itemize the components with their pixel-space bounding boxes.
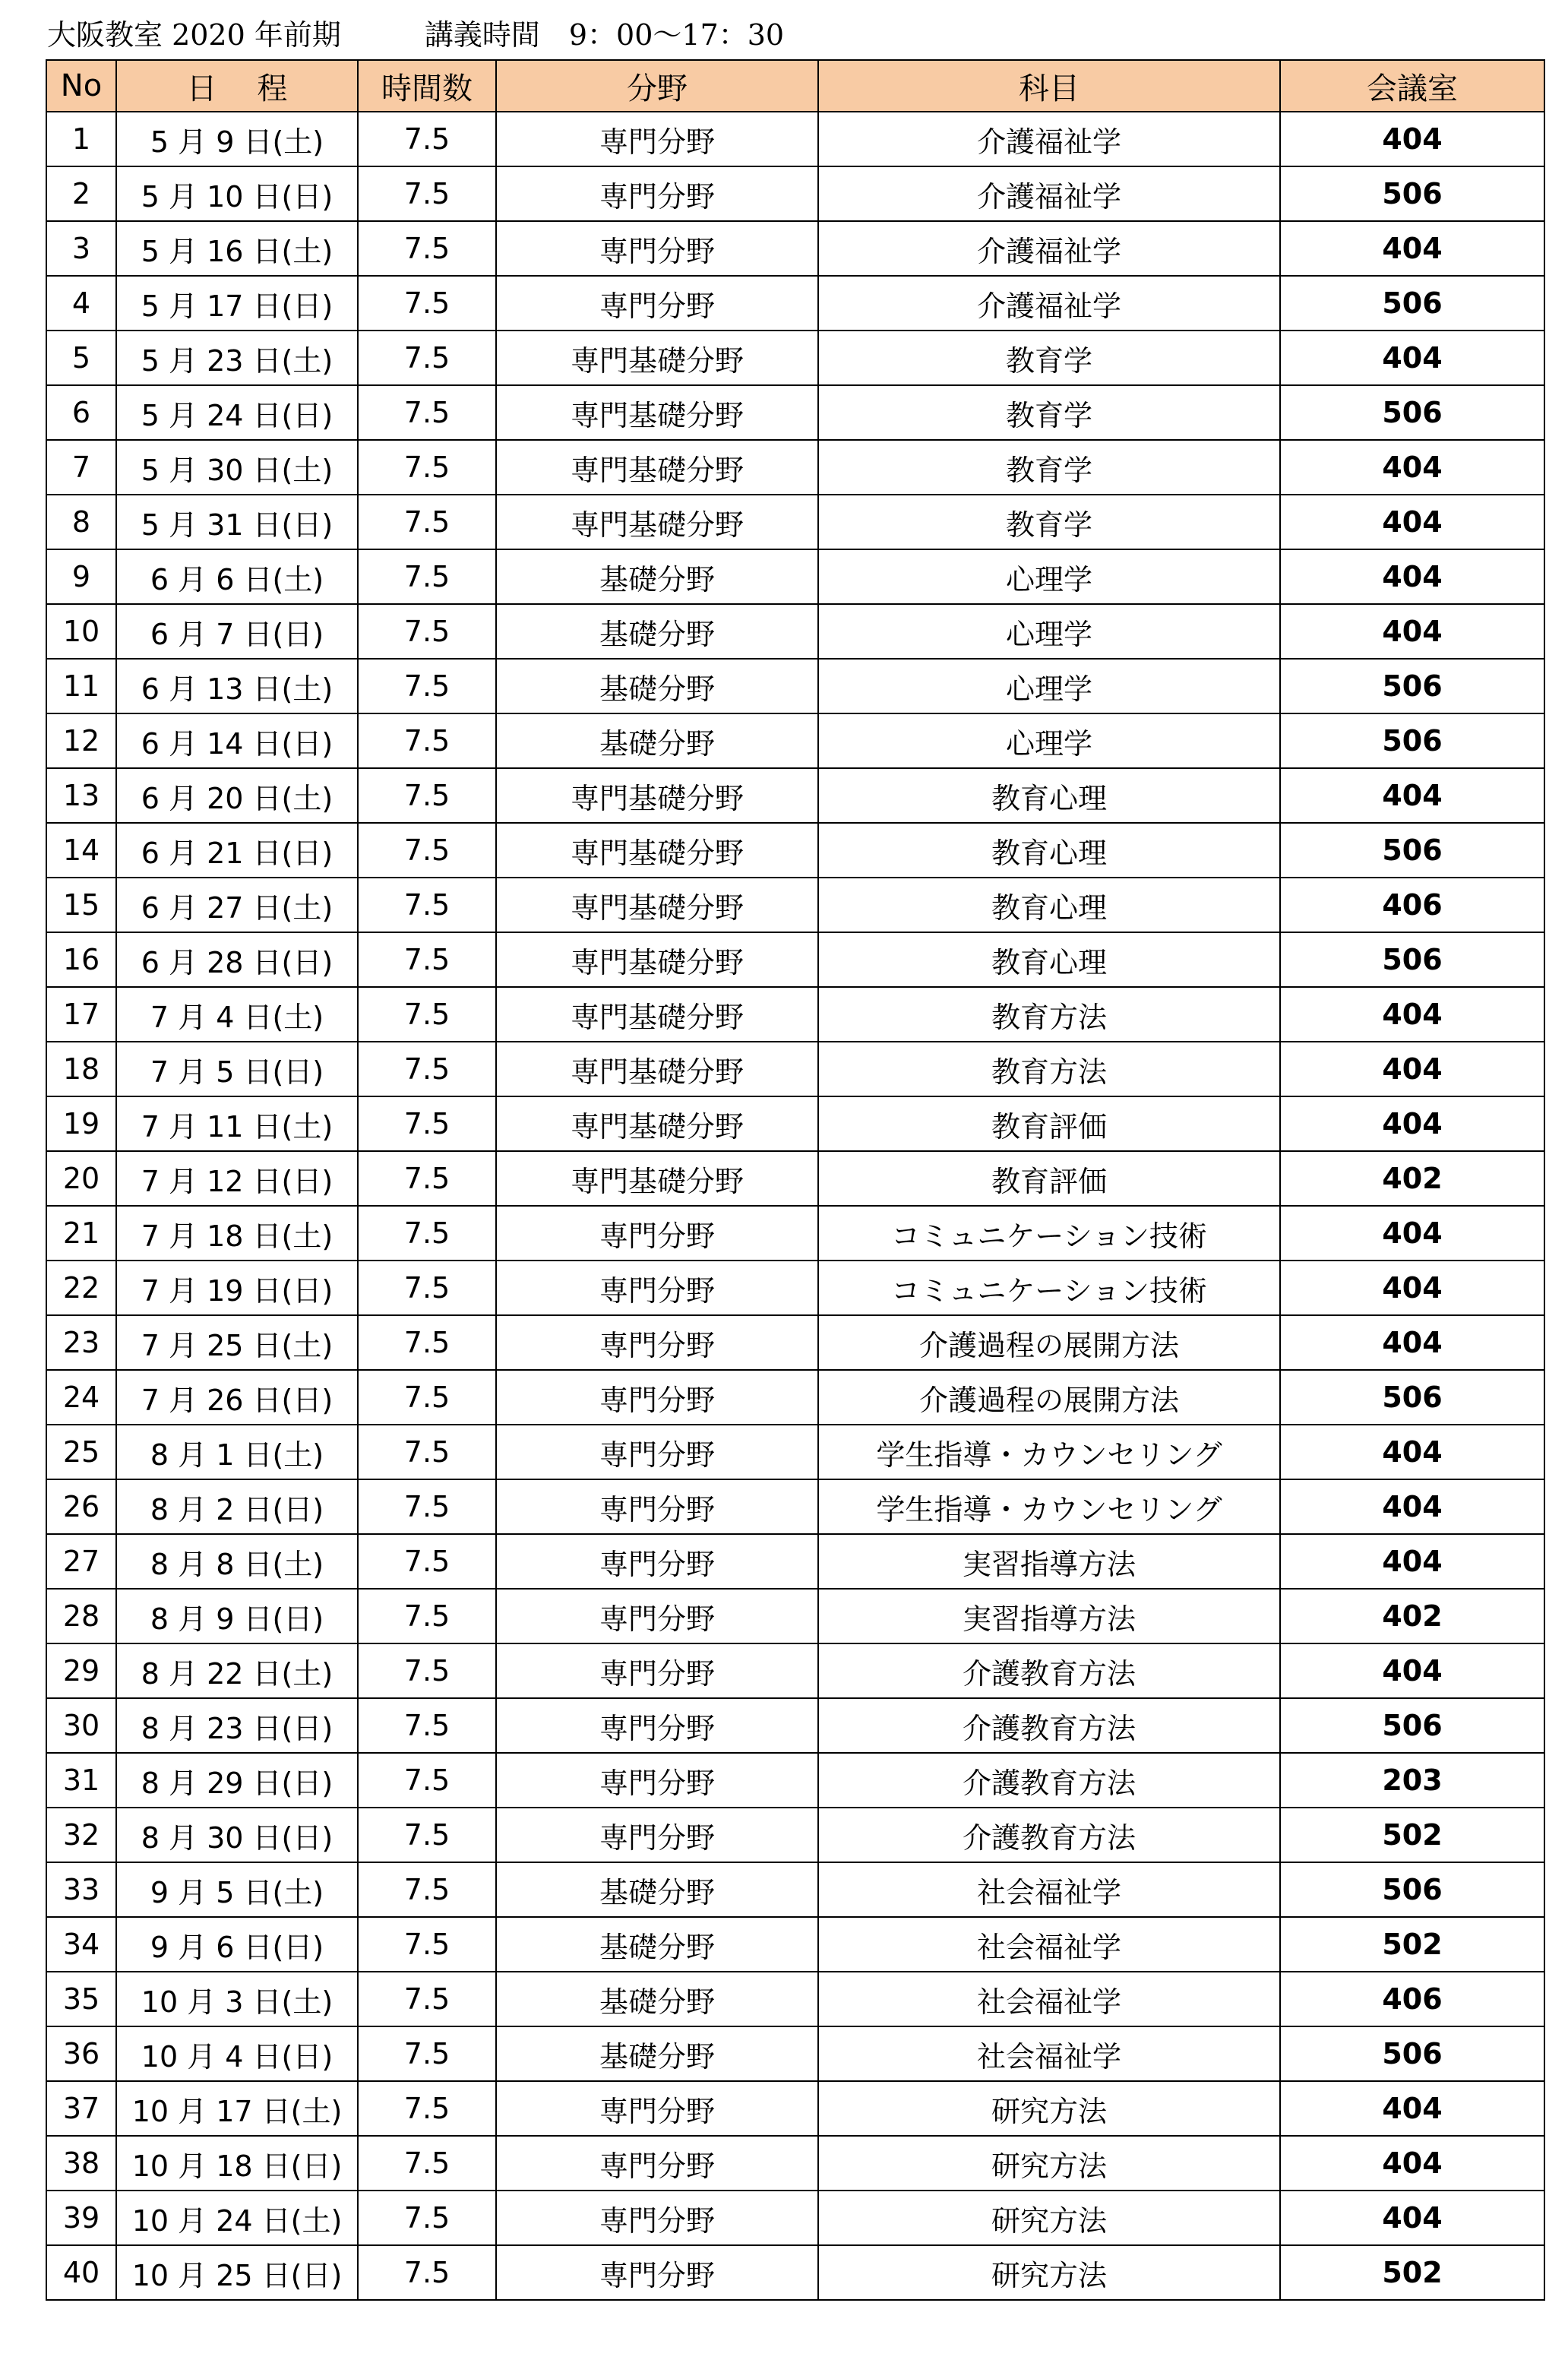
cell-no: 2 [46, 166, 116, 221]
cell-no: 24 [46, 1370, 116, 1425]
table-row [46, 932, 1544, 987]
cell-no: 11 [46, 659, 116, 713]
cell-hours: 7.5 [358, 1479, 496, 1534]
cell-no: 18 [46, 1042, 116, 1096]
cell-date: 7 月 11 日(土) [116, 1096, 358, 1151]
table-row [46, 1315, 1544, 1370]
cell-room: 404 [1280, 1534, 1544, 1589]
cell-field: 専門分野 [496, 2245, 818, 2300]
col-header-subject: 科目 [818, 60, 1280, 112]
cell-date: 5 月 17 日(日) [116, 276, 358, 331]
cell-no: 7 [46, 440, 116, 495]
cell-room: 506 [1280, 385, 1544, 440]
cell-hours: 7.5 [358, 1808, 496, 1862]
cell-no: 5 [46, 331, 116, 385]
cell-no: 1 [46, 112, 116, 166]
cell-date: 6 月 14 日(日) [116, 713, 358, 768]
cell-date: 10 月 25 日(日) [116, 2245, 358, 2300]
table-row [46, 659, 1544, 713]
cell-hours: 7.5 [358, 604, 496, 659]
table-row [46, 1917, 1544, 1972]
cell-date: 5 月 9 日(土) [116, 112, 358, 166]
cell-field: 専門分野 [496, 166, 818, 221]
cell-subject: 介護教育方法 [818, 1643, 1280, 1698]
cell-subject: 介護過程の展開方法 [818, 1315, 1280, 1370]
cell-subject: 学生指導・カウンセリング [818, 1425, 1280, 1479]
cell-room: 404 [1280, 440, 1544, 495]
cell-subject: 教育学 [818, 331, 1280, 385]
table-row [46, 1096, 1544, 1151]
cell-room: 406 [1280, 1972, 1544, 2026]
cell-no: 29 [46, 1643, 116, 1698]
cell-field: 専門基礎分野 [496, 385, 818, 440]
cell-hours: 7.5 [358, 549, 496, 604]
cell-field: 専門分野 [496, 1643, 818, 1698]
cell-no: 38 [46, 2136, 116, 2191]
cell-room: 404 [1280, 768, 1544, 823]
cell-subject: 教育方法 [818, 1042, 1280, 1096]
cell-subject: 社会福祉学 [818, 1862, 1280, 1917]
cell-field: 専門分野 [496, 1698, 818, 1753]
table-row [46, 2245, 1544, 2300]
cell-field: 基礎分野 [496, 1862, 818, 1917]
cell-subject: 心理学 [818, 549, 1280, 604]
table-row [46, 276, 1544, 331]
cell-subject: 介護教育方法 [818, 1808, 1280, 1862]
cell-hours: 7.5 [358, 1261, 496, 1315]
cell-date: 6 月 28 日(日) [116, 932, 358, 987]
cell-field: 専門基礎分野 [496, 331, 818, 385]
cell-hours: 7.5 [358, 276, 496, 331]
cell-hours: 7.5 [358, 1315, 496, 1370]
cell-room: 506 [1280, 166, 1544, 221]
cell-subject: 研究方法 [818, 2136, 1280, 2191]
cell-room: 506 [1280, 932, 1544, 987]
cell-date: 5 月 30 日(土) [116, 440, 358, 495]
cell-subject: 教育評価 [818, 1096, 1280, 1151]
table-row [46, 1370, 1544, 1425]
cell-no: 17 [46, 987, 116, 1042]
table-row [46, 1151, 1544, 1206]
table-row [46, 495, 1544, 549]
cell-date: 5 月 10 日(日) [116, 166, 358, 221]
table-row [46, 1479, 1544, 1534]
cell-subject: コミュニケーション技術 [818, 1206, 1280, 1261]
table-row [46, 987, 1544, 1042]
table-row [46, 1042, 1544, 1096]
cell-field: 専門分野 [496, 1370, 818, 1425]
cell-hours: 7.5 [358, 1206, 496, 1261]
cell-no: 26 [46, 1479, 116, 1534]
cell-field: 専門分野 [496, 1534, 818, 1589]
cell-date: 9 月 6 日(日) [116, 1917, 358, 1972]
cell-room: 404 [1280, 1643, 1544, 1698]
col-header-hours: 時間数 [358, 60, 496, 112]
cell-hours: 7.5 [358, 659, 496, 713]
cell-no: 34 [46, 1917, 116, 1972]
cell-hours: 7.5 [358, 2026, 496, 2081]
cell-subject: 心理学 [818, 659, 1280, 713]
table-row [46, 1972, 1544, 2026]
cell-hours: 7.5 [358, 987, 496, 1042]
cell-room: 506 [1280, 2026, 1544, 2081]
cell-date: 7 月 25 日(土) [116, 1315, 358, 1370]
cell-room: 404 [1280, 495, 1544, 549]
cell-room: 406 [1280, 878, 1544, 932]
cell-room: 404 [1280, 112, 1544, 166]
cell-no: 13 [46, 768, 116, 823]
cell-room: 404 [1280, 1042, 1544, 1096]
table-row [46, 2191, 1544, 2245]
cell-no: 27 [46, 1534, 116, 1589]
table-row [46, 1425, 1544, 1479]
table-row [46, 112, 1544, 166]
cell-field: 基礎分野 [496, 659, 818, 713]
cell-field: 専門基礎分野 [496, 495, 818, 549]
cell-date: 7 月 5 日(日) [116, 1042, 358, 1096]
cell-date: 10 月 24 日(土) [116, 2191, 358, 2245]
table-row [46, 2136, 1544, 2191]
cell-room: 506 [1280, 713, 1544, 768]
cell-room: 404 [1280, 2191, 1544, 2245]
cell-date: 8 月 30 日(日) [116, 1808, 358, 1862]
cell-room: 404 [1280, 2081, 1544, 2136]
table-row [46, 1808, 1544, 1862]
table-row [46, 768, 1544, 823]
cell-no: 6 [46, 385, 116, 440]
cell-no: 32 [46, 1808, 116, 1862]
cell-date: 6 月 27 日(土) [116, 878, 358, 932]
cell-room: 404 [1280, 987, 1544, 1042]
cell-subject: 心理学 [818, 713, 1280, 768]
cell-field: 専門分野 [496, 112, 818, 166]
col-header-no: No [46, 60, 116, 112]
cell-subject: 教育心理 [818, 823, 1280, 878]
cell-hours: 7.5 [358, 331, 496, 385]
cell-field: 専門基礎分野 [496, 1042, 818, 1096]
col-header-field: 分野 [496, 60, 818, 112]
cell-room: 402 [1280, 1151, 1544, 1206]
cell-date: 6 月 6 日(土) [116, 549, 358, 604]
cell-hours: 7.5 [358, 440, 496, 495]
cell-hours: 7.5 [358, 878, 496, 932]
cell-subject: 教育評価 [818, 1151, 1280, 1206]
cell-no: 22 [46, 1261, 116, 1315]
table-row [46, 2026, 1544, 2081]
cell-field: 専門分野 [496, 1808, 818, 1862]
table-row [46, 221, 1544, 276]
cell-field: 基礎分野 [496, 713, 818, 768]
cell-no: 28 [46, 1589, 116, 1643]
cell-field: 専門分野 [496, 276, 818, 331]
cell-field: 専門分野 [496, 1315, 818, 1370]
cell-no: 33 [46, 1862, 116, 1917]
cell-hours: 7.5 [358, 1589, 496, 1643]
cell-room: 404 [1280, 1315, 1544, 1370]
cell-subject: 研究方法 [818, 2245, 1280, 2300]
cell-field: 専門基礎分野 [496, 823, 818, 878]
cell-date: 8 月 1 日(土) [116, 1425, 358, 1479]
cell-hours: 7.5 [358, 495, 496, 549]
cell-hours: 7.5 [358, 1698, 496, 1753]
cell-subject: 実習指導方法 [818, 1534, 1280, 1589]
cell-date: 10 月 18 日(日) [116, 2136, 358, 2191]
cell-hours: 7.5 [358, 221, 496, 276]
table-row [46, 1862, 1544, 1917]
cell-subject: 研究方法 [818, 2081, 1280, 2136]
cell-subject: コミュニケーション技術 [818, 1261, 1280, 1315]
cell-subject: 教育心理 [818, 768, 1280, 823]
cell-no: 4 [46, 276, 116, 331]
cell-field: 専門分野 [496, 1261, 818, 1315]
cell-no: 19 [46, 1096, 116, 1151]
cell-subject: 介護福祉学 [818, 276, 1280, 331]
cell-hours: 7.5 [358, 823, 496, 878]
cell-no: 12 [46, 713, 116, 768]
cell-field: 専門基礎分野 [496, 987, 818, 1042]
cell-date: 7 月 4 日(土) [116, 987, 358, 1042]
table-row [46, 331, 1544, 385]
cell-field: 専門分野 [496, 2136, 818, 2191]
cell-no: 23 [46, 1315, 116, 1370]
cell-hours: 7.5 [358, 1643, 496, 1698]
cell-hours: 7.5 [358, 1534, 496, 1589]
cell-field: 専門基礎分野 [496, 1096, 818, 1151]
cell-room: 506 [1280, 1370, 1544, 1425]
cell-room: 404 [1280, 1261, 1544, 1315]
cell-room: 404 [1280, 1425, 1544, 1479]
cell-field: 専門分野 [496, 2081, 818, 2136]
cell-subject: 社会福祉学 [818, 1972, 1280, 2026]
schedule-table [46, 59, 1545, 2301]
cell-hours: 7.5 [358, 2136, 496, 2191]
cell-date: 8 月 23 日(日) [116, 1698, 358, 1753]
table-row [46, 2081, 1544, 2136]
cell-no: 36 [46, 2026, 116, 2081]
cell-hours: 7.5 [358, 768, 496, 823]
cell-date: 8 月 2 日(日) [116, 1479, 358, 1534]
lecture-hours: 講義時間 9：00～17：30 [424, 18, 785, 52]
cell-date: 6 月 20 日(土) [116, 768, 358, 823]
cell-subject: 教育学 [818, 440, 1280, 495]
cell-no: 3 [46, 221, 116, 276]
table-row [46, 878, 1544, 932]
cell-room: 404 [1280, 221, 1544, 276]
cell-hours: 7.5 [358, 1972, 496, 2026]
cell-subject: 教育方法 [818, 987, 1280, 1042]
cell-no: 39 [46, 2191, 116, 2245]
cell-field: 基礎分野 [496, 1917, 818, 1972]
cell-subject: 心理学 [818, 604, 1280, 659]
cell-room: 506 [1280, 1862, 1544, 1917]
cell-subject: 研究方法 [818, 2191, 1280, 2245]
cell-subject: 教育心理 [818, 878, 1280, 932]
cell-field: 専門基礎分野 [496, 440, 818, 495]
table-row [46, 1753, 1544, 1808]
cell-room: 402 [1280, 1589, 1544, 1643]
cell-hours: 7.5 [358, 112, 496, 166]
cell-room: 506 [1280, 823, 1544, 878]
table-row [46, 1698, 1544, 1753]
cell-hours: 7.5 [358, 1425, 496, 1479]
cell-no: 40 [46, 2245, 116, 2300]
cell-room: 203 [1280, 1753, 1544, 1808]
cell-subject: 介護福祉学 [818, 112, 1280, 166]
cell-subject: 介護過程の展開方法 [818, 1370, 1280, 1425]
cell-date: 7 月 19 日(日) [116, 1261, 358, 1315]
cell-date: 7 月 12 日(日) [116, 1151, 358, 1206]
cell-no: 21 [46, 1206, 116, 1261]
cell-date: 10 月 17 日(土) [116, 2081, 358, 2136]
cell-field: 基礎分野 [496, 1972, 818, 2026]
cell-no: 30 [46, 1698, 116, 1753]
cell-hours: 7.5 [358, 385, 496, 440]
cell-no: 37 [46, 2081, 116, 2136]
cell-field: 専門基礎分野 [496, 878, 818, 932]
cell-room: 404 [1280, 1479, 1544, 1534]
cell-subject: 社会福祉学 [818, 2026, 1280, 2081]
table-row [46, 1643, 1544, 1698]
cell-hours: 7.5 [358, 166, 496, 221]
cell-room: 404 [1280, 1096, 1544, 1151]
cell-no: 9 [46, 549, 116, 604]
cell-subject: 介護教育方法 [818, 1698, 1280, 1753]
table-row [46, 385, 1544, 440]
cell-subject: 社会福祉学 [818, 1917, 1280, 1972]
cell-date: 5 月 31 日(日) [116, 495, 358, 549]
cell-room: 404 [1280, 331, 1544, 385]
cell-room: 502 [1280, 1917, 1544, 1972]
table-row [46, 166, 1544, 221]
cell-date: 8 月 29 日(日) [116, 1753, 358, 1808]
table-row [46, 1206, 1544, 1261]
cell-field: 専門基礎分野 [496, 768, 818, 823]
cell-no: 20 [46, 1151, 116, 1206]
cell-no: 15 [46, 878, 116, 932]
cell-no: 16 [46, 932, 116, 987]
cell-hours: 7.5 [358, 1917, 496, 1972]
table-row [46, 549, 1544, 604]
cell-field: 専門分野 [496, 1479, 818, 1534]
table-row [46, 604, 1544, 659]
cell-field: 専門分野 [496, 221, 818, 276]
cell-date: 6 月 7 日(日) [116, 604, 358, 659]
cell-hours: 7.5 [358, 1096, 496, 1151]
col-header-room: 会議室 [1280, 60, 1544, 112]
cell-date: 6 月 13 日(土) [116, 659, 358, 713]
cell-date: 8 月 8 日(土) [116, 1534, 358, 1589]
cell-subject: 学生指導・カウンセリング [818, 1479, 1280, 1534]
cell-hours: 7.5 [358, 932, 496, 987]
cell-field: 専門分野 [496, 1589, 818, 1643]
cell-room: 404 [1280, 2136, 1544, 2191]
cell-date: 9 月 5 日(土) [116, 1862, 358, 1917]
cell-date: 7 月 18 日(土) [116, 1206, 358, 1261]
table-row [46, 1261, 1544, 1315]
cell-hours: 7.5 [358, 1862, 496, 1917]
cell-hours: 7.5 [358, 2245, 496, 2300]
cell-field: 専門分野 [496, 1206, 818, 1261]
cell-room: 502 [1280, 2245, 1544, 2300]
cell-hours: 7.5 [358, 1042, 496, 1096]
cell-no: 8 [46, 495, 116, 549]
cell-no: 25 [46, 1425, 116, 1479]
cell-hours: 7.5 [358, 1151, 496, 1206]
cell-room: 506 [1280, 659, 1544, 713]
cell-room: 506 [1280, 276, 1544, 331]
cell-date: 10 月 3 日(土) [116, 1972, 358, 2026]
table-row [46, 1589, 1544, 1643]
table-row [46, 823, 1544, 878]
cell-date: 5 月 16 日(土) [116, 221, 358, 276]
cell-field: 基礎分野 [496, 604, 818, 659]
cell-room: 502 [1280, 1808, 1544, 1862]
cell-subject: 介護福祉学 [818, 166, 1280, 221]
col-header-date: 日 程 [116, 60, 358, 112]
cell-subject: 実習指導方法 [818, 1589, 1280, 1643]
cell-date: 10 月 4 日(日) [116, 2026, 358, 2081]
cell-field: 基礎分野 [496, 2026, 818, 2081]
cell-field: 専門基礎分野 [496, 932, 818, 987]
cell-field: 専門分野 [496, 1425, 818, 1479]
cell-field: 基礎分野 [496, 549, 818, 604]
cell-date: 8 月 22 日(土) [116, 1643, 358, 1698]
cell-hours: 7.5 [358, 713, 496, 768]
cell-field: 専門基礎分野 [496, 1151, 818, 1206]
cell-subject: 介護教育方法 [818, 1753, 1280, 1808]
cell-field: 専門分野 [496, 1753, 818, 1808]
cell-date: 8 月 9 日(日) [116, 1589, 358, 1643]
cell-date: 5 月 24 日(日) [116, 385, 358, 440]
cell-no: 14 [46, 823, 116, 878]
schedule-body [46, 112, 1544, 2300]
cell-no: 35 [46, 1972, 116, 2026]
cell-hours: 7.5 [358, 2191, 496, 2245]
title-text: 大阪教室 2020 年前期 [47, 18, 341, 52]
table-row [46, 440, 1544, 495]
header-row [46, 60, 1544, 112]
cell-no: 10 [46, 604, 116, 659]
cell-hours: 7.5 [358, 2081, 496, 2136]
cell-no: 31 [46, 1753, 116, 1808]
table-row [46, 1534, 1544, 1589]
cell-hours: 7.5 [358, 1753, 496, 1808]
cell-subject: 教育学 [818, 385, 1280, 440]
cell-room: 404 [1280, 549, 1544, 604]
cell-subject: 教育心理 [818, 932, 1280, 987]
cell-room: 506 [1280, 1698, 1544, 1753]
cell-date: 6 月 21 日(日) [116, 823, 358, 878]
cell-date: 5 月 23 日(土) [116, 331, 358, 385]
cell-room: 404 [1280, 604, 1544, 659]
cell-room: 404 [1280, 1206, 1544, 1261]
cell-date: 7 月 26 日(日) [116, 1370, 358, 1425]
page-title [47, 14, 784, 56]
table-row [46, 713, 1544, 768]
cell-field: 専門分野 [496, 2191, 818, 2245]
cell-subject: 介護福祉学 [818, 221, 1280, 276]
cell-hours: 7.5 [358, 1370, 496, 1425]
cell-subject: 教育学 [818, 495, 1280, 549]
